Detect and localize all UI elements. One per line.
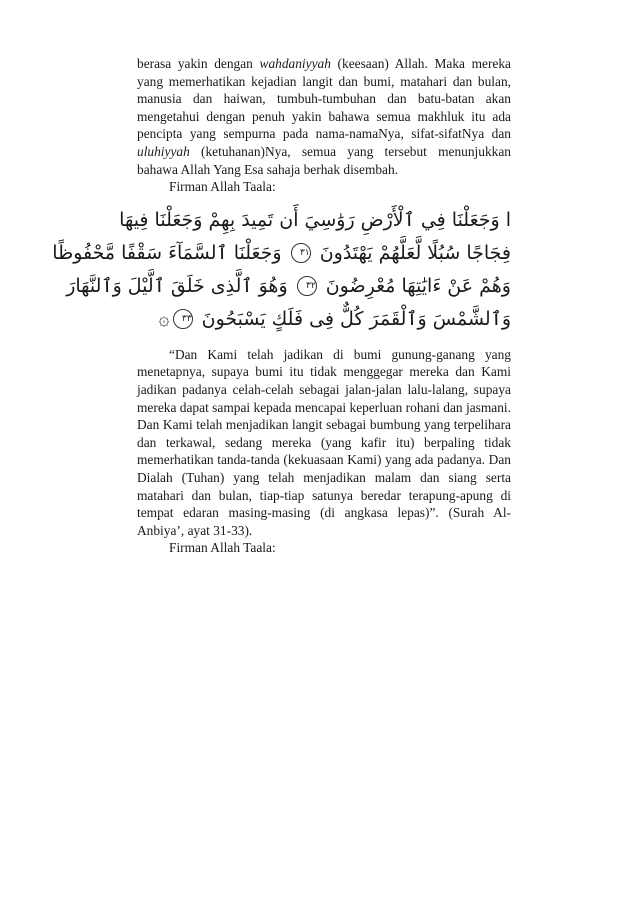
arabic-line-3: وَهُمْ عَنْ ءَايَٰتِهَا مُعْرِضُونَ ٣٢ وَهُوَ ٱلَّذِى خَلَقَ ٱلَّيْلَ وَٱلنَّهَارَ xyxy=(66,274,511,297)
intro-paragraph xyxy=(137,55,511,178)
firman-heading-1: Firman Allah Taala: xyxy=(169,179,276,195)
arabic-line-4: وَٱلشَّمْسَ وَٱلْقَمَرَ كُلٌّ فِى فَلَكٍ يَسْبَحُونَ ٣٣۞ xyxy=(158,307,511,330)
end-ornament: ۞ xyxy=(158,307,170,330)
quran-verses xyxy=(52,204,511,336)
intro-text-3: (ketuhanan)Nya, semua yang tersebut menunjukkan bahawa Allah Yang Esa sahaja berhak disembah. xyxy=(137,143,511,177)
translation-paragraph: “Dan Kami telah jadikan di bumi gunung-ganang yang menetapnya, supaya bumi itu tidak menggegar mereka dan Kami jadikan padanya celah-celah sebagai jalan-jalan lalu-lalang, supaya mereka dapat sampai kepada mencapai keperluan rohani dan jasmani. Dan Kami telah menjadikan langit sebagai bumbung yang terpelihara dan terkawal, sedang mereka (yang kafir itu) berpaling tidak memerhatikan tanda-tanda (kekuasaan Kami) yang ada padanya. Dan Dialah (Tuhan) yang telah menjadikan malam dan siang serta matahari dan bulan, tiap-tiap satunya beredar terapung-apung di tempat edaran masing-masing (di angkasa lepas)”. (Surah Al-Anbiya’, ayat 31-33). xyxy=(137,346,511,538)
arabic-line-1: ا وَجَعَلْنَا فِي ٱلْأَرْضِ رَوَٰسِيَ أَن تَمِيدَ بِهِمْ وَجَعَلْنَا فِيهَا xyxy=(119,208,511,231)
ayah-32-marker: ٣٢ xyxy=(297,276,317,296)
intro-text-1: berasa yakin dengan xyxy=(137,56,260,71)
term-wahdaniyyah: wahdaniyyah xyxy=(259,56,331,71)
document-page xyxy=(52,55,511,557)
firman-heading-2: Firman Allah Taala: xyxy=(169,540,276,556)
intro-text-2: (keesaan) Allah. Maka mereka yang memerhatikan kejadian langit dan bumi, matahari dan bulan, manusia dan haiwan, tumbuh-tumbuhan dan batu-batan akan mengetahui dengan penuh yakin bahawa semua makhluk itu ada pencipta yang sempurna pada nama-namaNya, sifat-sifatNya dan xyxy=(137,56,511,142)
term-uluhiyyah: uluhiyyah xyxy=(137,143,190,159)
ayah-31-marker: ٣١ xyxy=(291,243,311,263)
arabic-line-2: فِجَاجًا سُبُلًا لَّعَلَّهُمْ يَهْتَدُونَ ٣١ وَجَعَلْنَا ٱلسَّمَآءَ سَقْفًا مَّحْفُوظًا xyxy=(52,241,511,264)
ayah-33-marker: ٣٣ xyxy=(173,309,193,329)
